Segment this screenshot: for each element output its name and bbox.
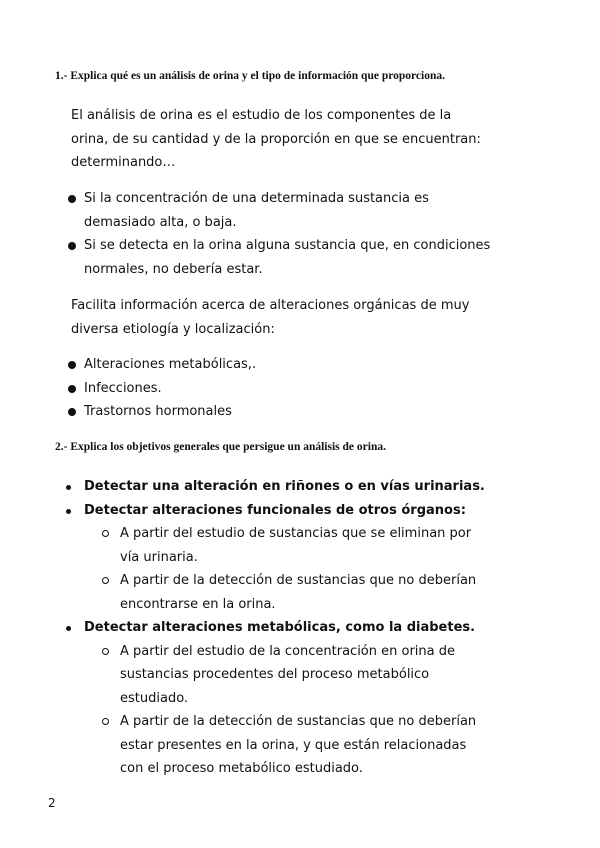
objective-item bbox=[62, 475, 492, 499]
list-item: Infecciones. bbox=[66, 377, 496, 401]
question-2-title: 2.- Explica los objetivos generales que persigue un análisis de orina. bbox=[55, 441, 386, 453]
objective-sub-list bbox=[84, 522, 492, 616]
page-number: 2 bbox=[48, 796, 56, 810]
q1-bullet-list bbox=[66, 187, 496, 281]
question-1-title: 1.- Explica qué es un análisis de orina y el tipo de información que proporciona. bbox=[55, 70, 445, 82]
q2-objectives-list bbox=[62, 475, 492, 781]
list-item: Trastornos hormonales bbox=[66, 400, 496, 424]
sub-list-item: A partir del estudio de sustancias que se eliminan por vía urinaria. bbox=[84, 522, 492, 569]
objective-item bbox=[62, 499, 492, 617]
list-item: Si la concentración de una determinada sustancia es demasiado alta, o baja. bbox=[66, 187, 496, 234]
objective-sub-list bbox=[84, 640, 492, 781]
q1-info-paragraph: Facilita información acerca de alteraciones orgánicas de muy diversa etiología y localización: bbox=[71, 298, 470, 337]
objective-label: Detectar una alteración en riñones o en vías urinarias. bbox=[84, 479, 485, 494]
sub-list-item: A partir del estudio de la concentración en orina de sustancias procedentes del proceso metabólico estudiado. bbox=[84, 640, 492, 711]
list-item: Si se detecta en la orina alguna sustancia que, en condiciones normales, no debería estar. bbox=[66, 234, 496, 281]
q1-info-bullet-list bbox=[66, 353, 496, 424]
objective-item bbox=[62, 616, 492, 781]
objective-label: Detectar alteraciones funcionales de otros órganos: bbox=[84, 502, 466, 518]
list-item: Alteraciones metabólicas,. bbox=[66, 353, 496, 377]
sub-list-item: A partir de la detección de sustancias que no deberían estar presentes en la orina, y que están relacionadas con el proceso metabólico estudiado. bbox=[84, 710, 492, 781]
sub-list-item: A partir de la detección de sustancias que no deberían encontrarse en la orina. bbox=[84, 569, 492, 616]
objective-label: Detectar alteraciones metabólicas, como la diabetes. bbox=[84, 620, 476, 635]
q1-intro-paragraph: El análisis de orina es el estudio de los componentes de la orina, de su cantidad y de la proporción en que se encuentran: determinando… bbox=[71, 108, 481, 170]
